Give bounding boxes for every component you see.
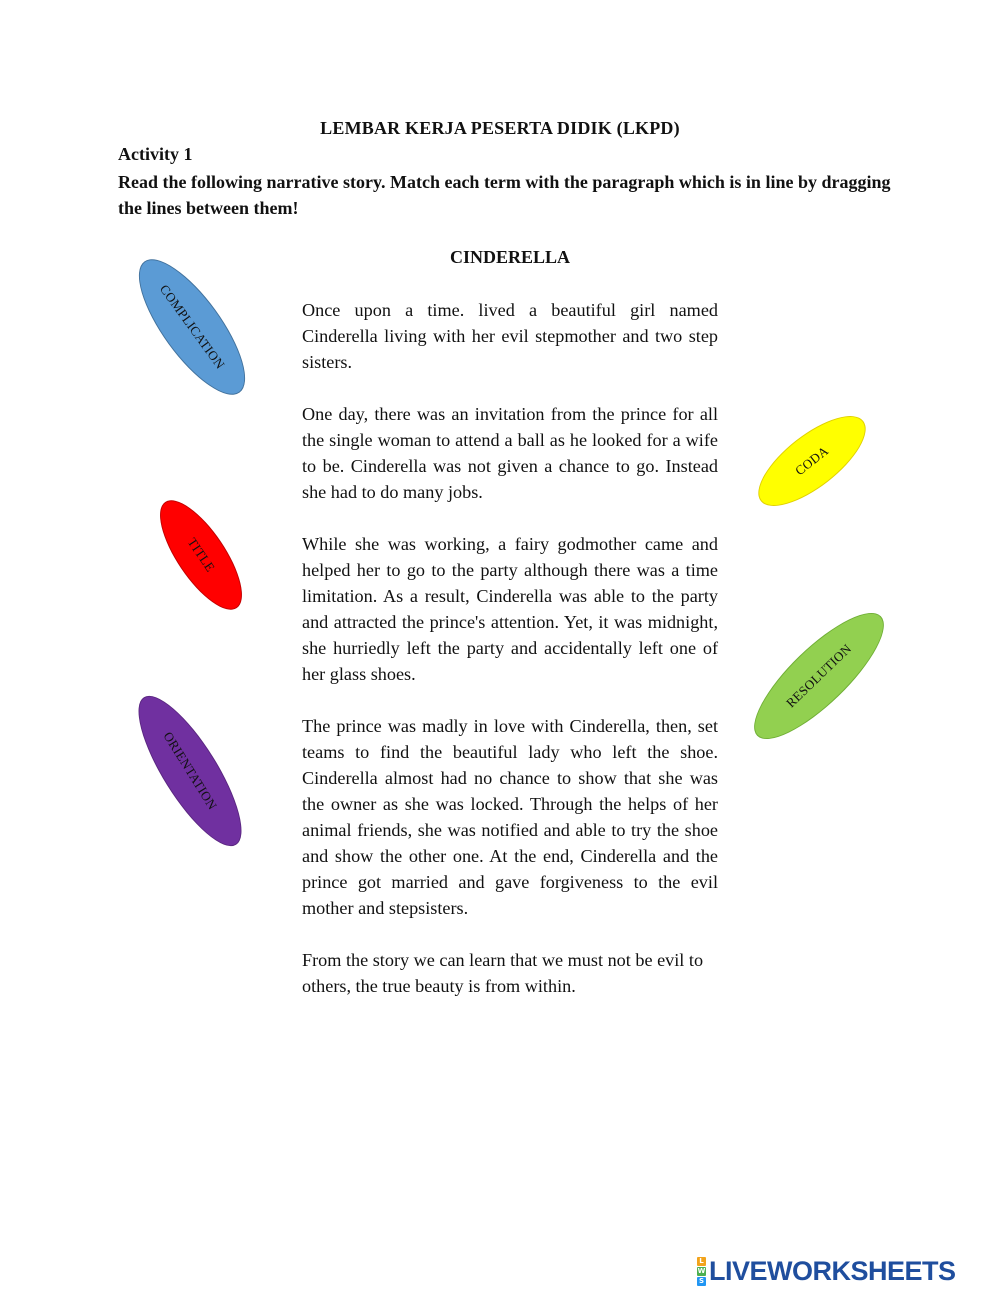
term-title[interactable] xyxy=(145,489,256,622)
instruction-text: Read the following narrative story. Match each term with the paragraph which is in line by dragging the lines between them! xyxy=(118,172,891,218)
logo-block-w: W xyxy=(697,1267,706,1275)
logo-block-s: S xyxy=(698,1277,705,1285)
logo-block-l: L xyxy=(697,1257,706,1266)
story-body xyxy=(302,297,718,1025)
story-paragraph-2[interactable]: One day, there was an invitation from the prince for all the single woman to attend a ball as he looked for a wife to be. Cinderella was not given a chance to go. Instead she had to do many jobs. xyxy=(302,404,718,502)
activity-heading: Activity 1 xyxy=(118,144,193,164)
story-paragraph-3[interactable]: While she was working, a fairy godmother came and helped her to go to the party although there was a time limitation. As a result, Cinderella was able to the party and attracted the prince's attention. Yet, it was midnight, she hurriedly left the party and accidentally left one of her glass shoes. xyxy=(302,534,718,684)
story-paragraph-4[interactable]: The prince was madly in love with Cinderella, then, set teams to find the beautiful lady who left the shoe. Cinderella almost had no chance to show that she was the owner as she was locked. Through the helps of her animal friends, she was notified and able to try the shoe and show the other one. At the end, Cinderella and the prince got married and gave forgiveness to the evil mother and stepsisters. xyxy=(302,716,718,918)
story-paragraph-5[interactable]: From the story we can learn that we must not be evil to others, the true beauty is from within. xyxy=(302,950,704,996)
document-title: LEMBAR KERJA PESERTA DIDIK (LKPD) xyxy=(320,118,680,138)
story-title: CINDERELLA xyxy=(449,247,571,267)
term-resolution[interactable] xyxy=(738,596,901,756)
term-coda-label: CODA xyxy=(792,442,832,479)
term-complication[interactable] xyxy=(121,244,263,409)
term-coda[interactable] xyxy=(745,400,879,521)
term-resolution-label: RESOLUTION xyxy=(783,640,855,711)
logo-blocks-icon xyxy=(697,1257,706,1286)
term-orientation-label: ORIENTATION xyxy=(160,729,221,813)
term-title-label: TITLE xyxy=(184,534,219,575)
logo-text: LIVEWORKSHEETS xyxy=(709,1255,956,1286)
liveworksheets-logo xyxy=(697,1256,956,1286)
story-paragraph-1[interactable]: Once upon a time. lived a beautiful girl named Cinderella living with her evil stepmother and two step sisters. xyxy=(302,300,718,372)
term-orientation[interactable] xyxy=(121,683,259,859)
term-complication-label: COMPLICATION xyxy=(156,281,228,372)
